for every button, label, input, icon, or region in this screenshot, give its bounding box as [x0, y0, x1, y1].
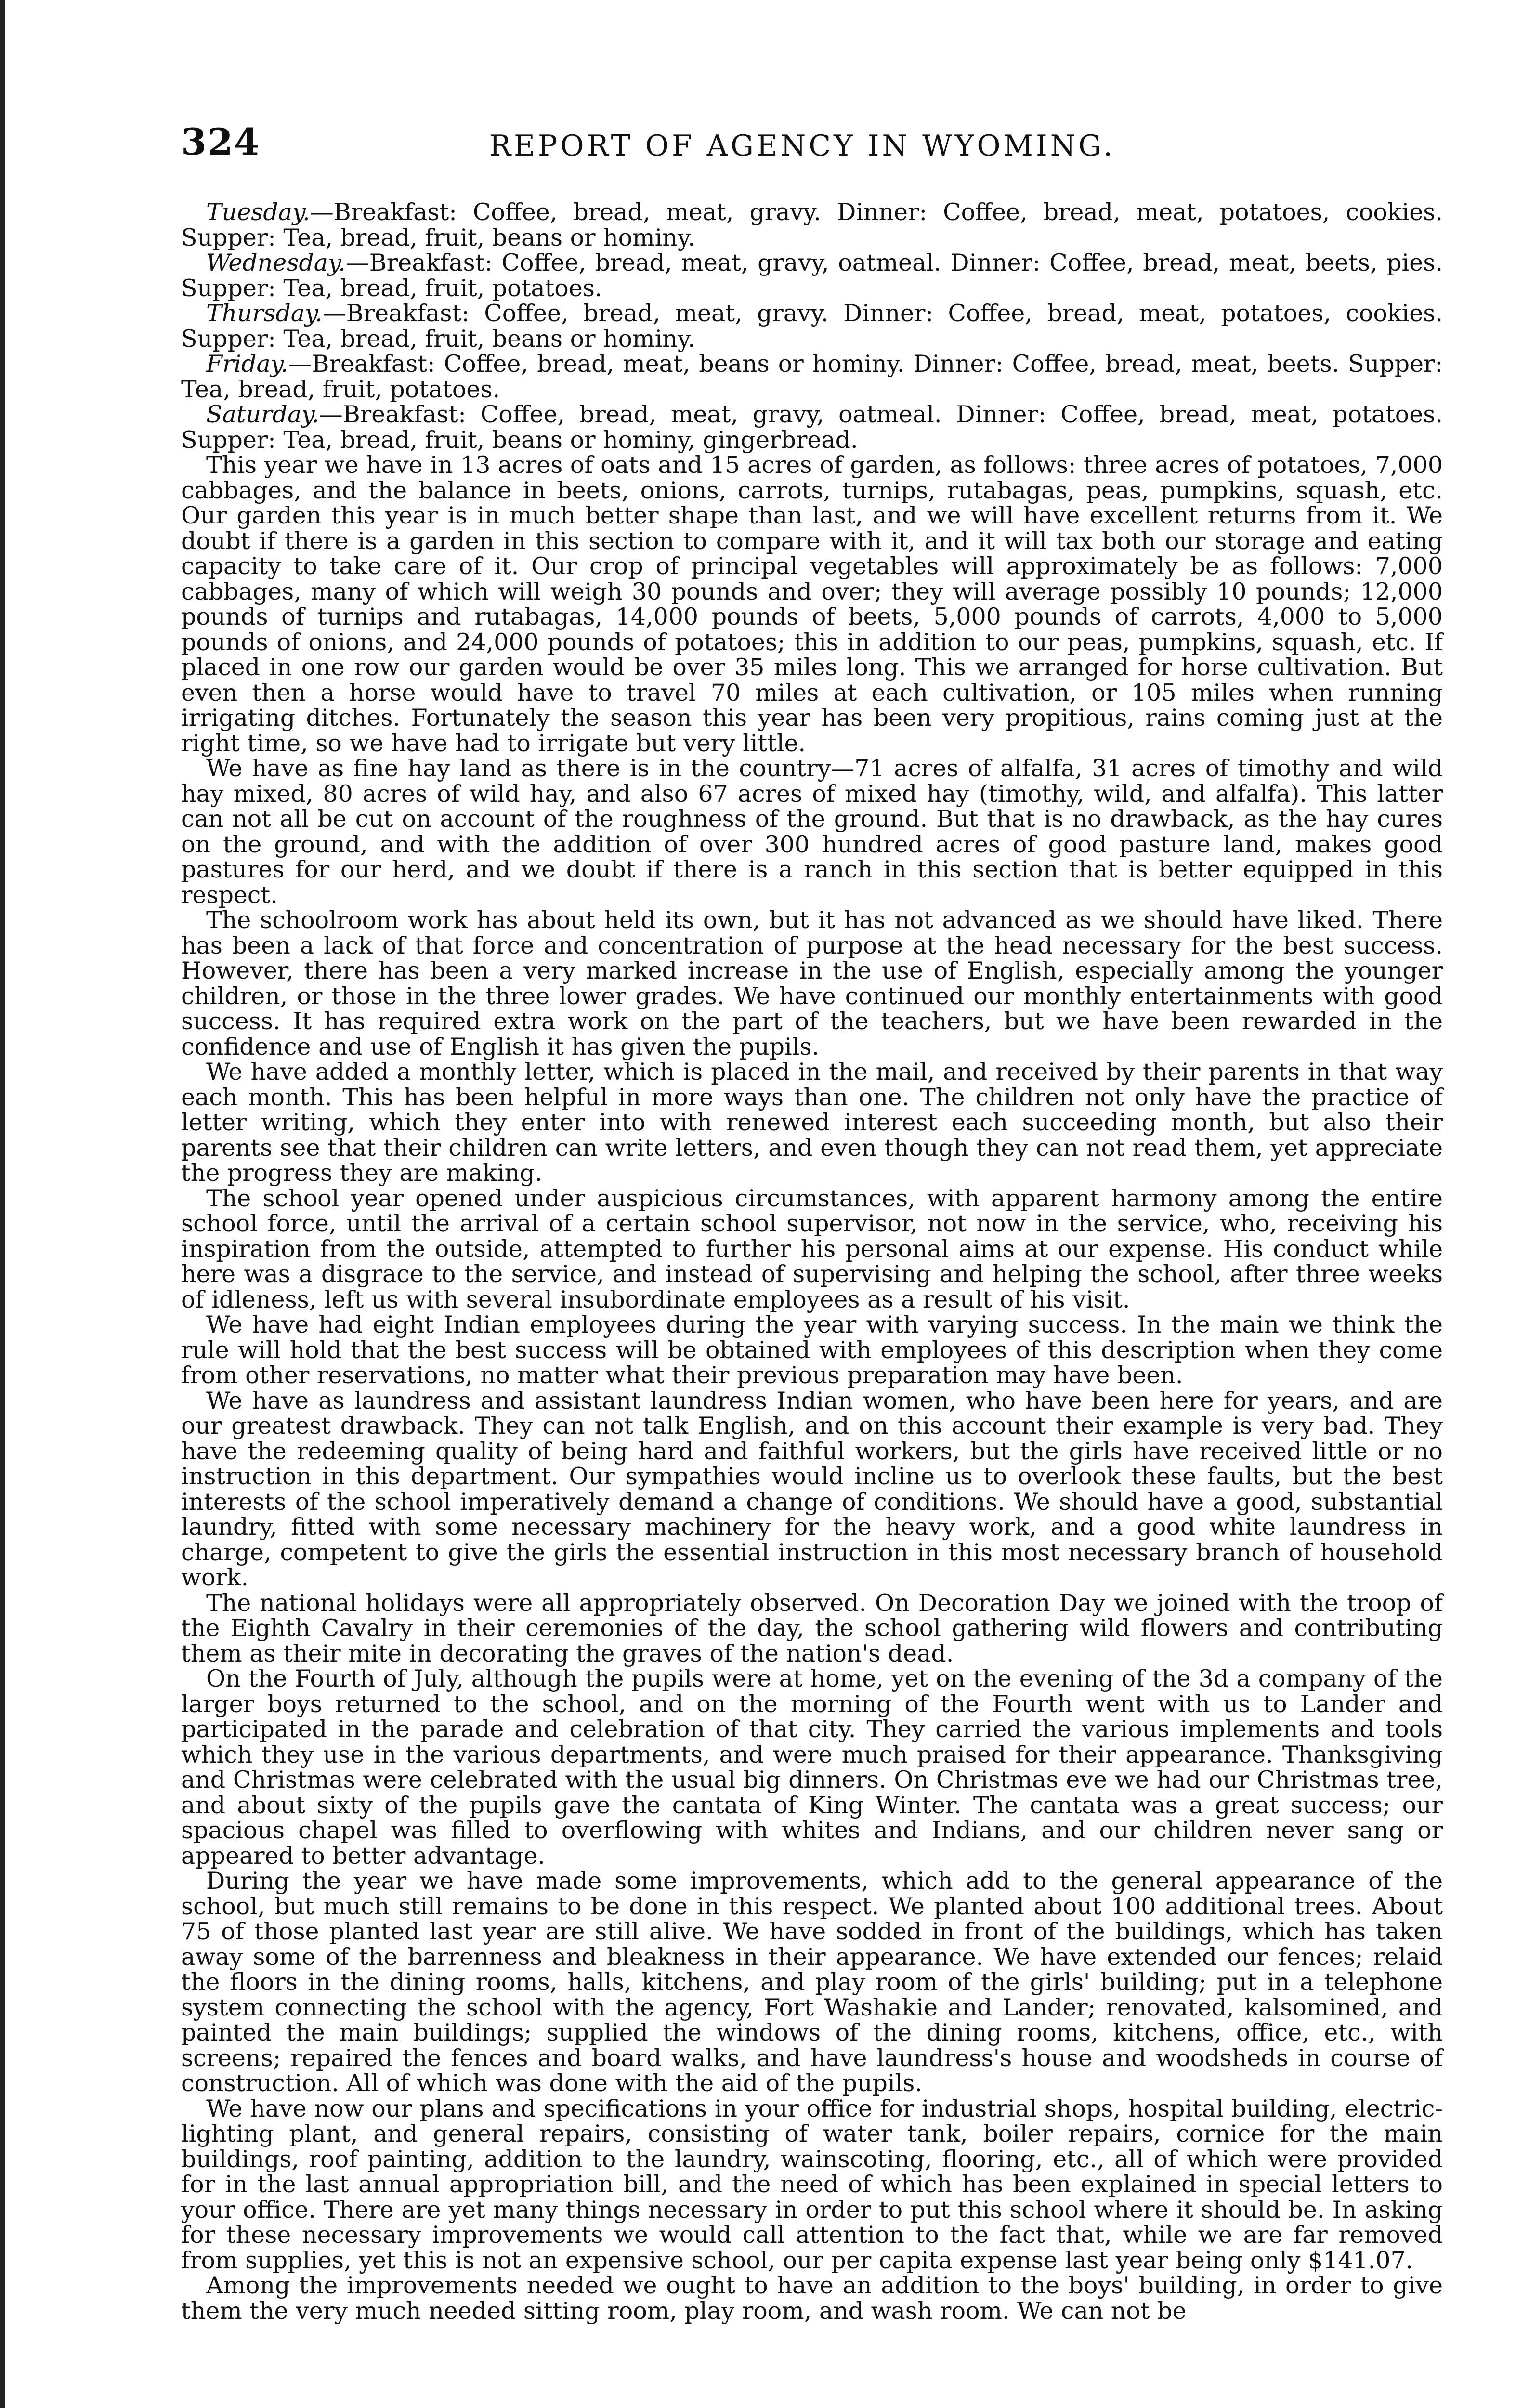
paragraph-improvements: During the year we have made some improvements, which add to the general appearance of the school, but much still remains to be done in this respect. We planted about 100 additional trees. About 75 of those planted last year are still alive. We have sodded in front of the buildings, which has taken away some of the barrenness and bleakness in their appearance. We have extended our fences; relaid the floors in the dining rooms, halls, kitchens, and play room of the girls' building; put in a telephone system connecting the school with the agency, Fort Washakie and Lander; renovated, kalsomined, and painted the main buildings; supplied the windows of the dining rooms, kitchens, office, etc., with screens; repaired the fences and board walks, and have laundress's house and woodsheds in course of construction. All of which was done with the aid of the pupils. — [181, 1867, 1443, 2097]
paragraph-fourth-of-july: On the Fourth of July, although the pupils were at home, yet on the evening of the 3d a company of the larger boys returned to the school, and on the morning of the Fourth went with us to Lander and participated in the parade and celebration of that city. They carried the various implements and tools which they use in the various departments, and were much praised for their appearance. Thanksgiving and Christmas were celebrated with the usual big dinners. On Christmas eve we had our Christmas tree, and about sixty of the pupils gave the cantata of King Winter. The cantata was a great success; our spacious chapel was filled to overflowing with whites and Indians, and our children never sang or appeared to better advantage. — [181, 1665, 1443, 1870]
paragraph-hay-land: We have as fine hay land as there is in the country—71 acres of alfalfa, 31 acres of timothy and wild hay mixed, 80 acres of wild hay, and also 67 acres of mixed hay (timothy, wild, and alfalfa). This latter can not all be cut on account of the roughness of the ground. But that is no drawback, as the hay cures on the ground, and with the addition of over 300 hundred acres of good pasture land, makes good pastures for our herd, and we doubt if there is a ranch in this section that is better equipped in this respect. — [181, 755, 1443, 909]
menu-text: —Breakfast: Coffee, bread, meat, beans or hominy. Dinner: Coffee, bread, meat, beets. Supper: Tea, bread, fruit, potatoes. — [181, 350, 1443, 403]
menu-text: —Breakfast: Coffee, bread, meat, gravy, oatmeal. Dinner: Coffee, bread, meat, beets, pies. Supper: Tea, bread, fruit, potatoes. — [181, 249, 1443, 302]
menu-day: Saturday. — [206, 401, 319, 428]
paragraph-laundress: We have as laundress and assistant laundress Indian women, who have been here for years, and are our greatest drawback. They can not talk English, and on this account their example is very bad. They have the redeeming quality of being hard and faithful workers, but the girls have received little or no instruction in this department. Our sympathies would incline us to overlook these faults, but the best interests of the school imperatively demand a change of conditions. We should have a good, substantial laundry, fitted with some necessary machinery for the heavy work, and a good white laundress in charge, competent to give the girls the essential instruction in this most necessary branch of household work. — [181, 1387, 1443, 1591]
page-header — [181, 120, 1443, 173]
paragraph-schoolroom: The schoolroom work has about held its own, but it has not advanced as we should have liked. There has been a lack of that force and concentration of purpose at the head necessary for the best success. However, there has been a very marked increase in the use of English, especially among the younger children, or those in the three lower grades. We have continued our monthly entertainments with good success. It has required extra work on the part of the teachers, but we have been rewarded in the confidence and use of English it has given the pupils. — [181, 906, 1443, 1060]
paragraph-plans: We have now our plans and specifications in your office for industrial shops, hospital building, electric-lighting plant, and general repairs, consisting of water tank, boiler repairs, cornice for the main buildings, roof painting, addition to the laundry, wainscoting, flooring, etc., all of which were provided for in the last annual appropriation bill, and the need of which has been explained in special letters to your office. There are yet many things necessary in order to put this school where it should be. In asking for these necessary improvements we would call attention to the fact that, while we are far removed from supplies, yet this is not an expensive school, our per capita expense last year being only $141.07. — [181, 2094, 1443, 2274]
menu-day: Wednesday. — [206, 249, 346, 276]
page-number: 324 — [181, 120, 261, 163]
menu-day: Friday. — [206, 350, 288, 378]
paragraph-boys-building: Among the improvements needed we ought to have an addition to the boys' building, in order to give them the very much needed sitting room, play room, and wash room. We can not be — [181, 2272, 1443, 2325]
menu-entry-thursday — [181, 301, 1443, 352]
menu-text: —Breakfast: Coffee, bread, meat, gravy, oatmeal. Dinner: Coffee, bread, meat, potatoes. Supper: Tea, bread, fruit, beans or hominy, gingerbread. — [181, 401, 1443, 454]
menu-day: Tuesday. — [206, 198, 310, 226]
menu-entry-wednesday — [181, 250, 1443, 301]
menu-text: —Breakfast: Coffee, bread, meat, gravy. Dinner: Coffee, bread, meat, potatoes, cookies. Supper: Tea, bread, fruit, beans or hominy. — [181, 198, 1443, 251]
running-title: REPORT OF AGENCY IN WYOMING. — [489, 129, 1116, 163]
menu-text: —Breakfast: Coffee, bread, meat, gravy. Dinner: Coffee, bread, meat, potatoes, cookies. Supper: Tea, bread, fruit, beans or hominy. — [181, 300, 1443, 353]
paragraph-school-year: The school year opened under auspicious circumstances, with apparent harmony among the entire school force, until the arrival of a certain school supervisor, not now in the service, who, receiving his inspiration from the outside, attempted to further his personal aims at our expense. His conduct while here was a disgrace to the service, and instead of supervising and helping the school, after three weeks of idleness, left us with several insubordinate employees as a result of his visit. — [181, 1184, 1443, 1313]
paragraph-indian-employees: We have had eight Indian employees during the year with varying success. In the main we think the rule will hold that the best success will be obtained with employees of this description when they come from other reservations, no matter what their previous preparation may have been. — [181, 1311, 1443, 1389]
page-edge-shadow — [0, 0, 5, 2408]
body-text — [181, 200, 1443, 2324]
paragraph-holidays: The national holidays were all appropriately observed. On Decoration Day we joined with the troop of the Eighth Cavalry in their ceremonies of the day, the school gathering wild flowers and contributing them as their mite in decorating the graves of the nation's dead. — [181, 1589, 1443, 1667]
menu-entry-tuesday — [181, 200, 1443, 250]
paragraph-garden: This year we have in 13 acres of oats and 15 acres of garden, as follows: three acres of potatoes, 7,000 cabbages, and the balance in beets, onions, carrots, turnips, rutabagas, peas, pumpkins, squash, etc. Our garden this year is in much better shape than last, and we will have excellent returns from it. We doubt if there is a garden in this section to compare with it, and it will tax both our storage and eating capacity to take care of it. Our crop of principal vegetables will approximately be as follows: 7,000 cabbages, many of which will weigh 30 pounds and over; they will average possibly 10 pounds; 12,000 pounds of turnips and rutabagas, 14,000 pounds of beets, 5,000 pounds of carrots, 4,000 to 5,000 pounds of onions, and 24,000 pounds of potatoes; this in addition to our peas, pumpkins, squash, etc. If placed in one row our garden would be over 35 miles long. This we arranged for horse cultivation. But even then a horse would have to travel 70 miles at each cultivation, or 105 miles when running irrigating ditches. Fortunately the season this year has been very propitious, rains coming just at the right time, so we have had to irrigate but very little. — [181, 451, 1443, 757]
paragraph-monthly-letter: We have added a monthly letter, which is placed in the mail, and received by their parents in that way each month. This has been helpful in more ways than one. The children not only have the practice of letter writing, which they enter into with renewed interest each succeeding month, but also their parents see that their children can write letters, and even though they can not read them, yet appreciate the progress they are making. — [181, 1058, 1443, 1187]
menu-day: Thursday. — [206, 300, 323, 327]
menu-entry-saturday — [181, 402, 1443, 453]
menu-entry-friday — [181, 352, 1443, 402]
